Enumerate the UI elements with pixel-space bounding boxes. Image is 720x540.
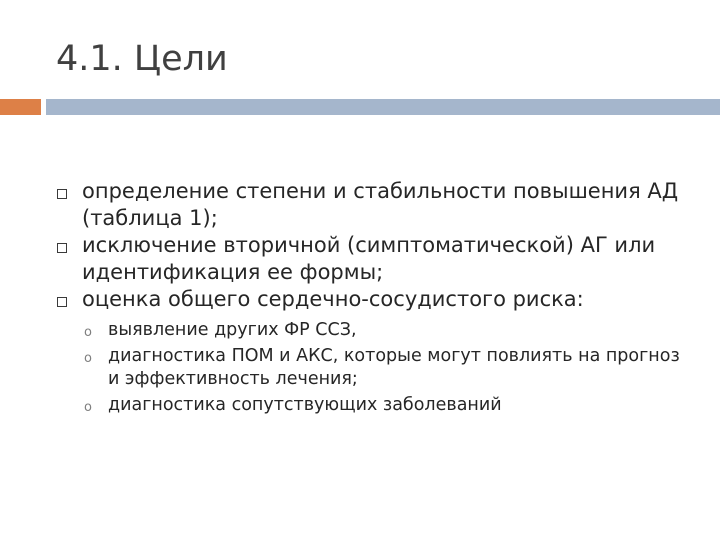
circle-bullet-icon: o [84, 400, 92, 415]
slide-body [56, 178, 696, 420]
sub-bullet-text: диагностика сопутствующих заболеваний [108, 395, 502, 415]
header-rule [0, 99, 720, 115]
bullet-text: оценка общего сердечно-сосудистого риска: [82, 287, 584, 311]
bullet-item [56, 286, 696, 313]
bullet-item [56, 178, 696, 232]
slide-title: 4.1. Цели [56, 39, 228, 79]
square-bullet-icon [57, 243, 67, 253]
sub-bullet-item [84, 319, 696, 342]
circle-bullet-icon: o [84, 351, 92, 366]
sub-bullet-text: диагностика ПОМ и АКС, которые могут повлиять на прогноз и эффективность лечения; [108, 346, 680, 389]
bullet-text: определение степени и стабильности повышения АД (таблица 1); [82, 179, 679, 230]
sub-bullet-text: выявление других ФР ССЗ, [108, 320, 357, 340]
sub-bullet-item [84, 394, 696, 417]
header-rule-bar [46, 99, 720, 115]
header-rule-accent [0, 99, 41, 115]
square-bullet-icon [57, 297, 67, 307]
sub-bullet-list [56, 319, 696, 417]
bullet-text: исключение вторичной (симптоматической) АГ или идентификация ее формы; [82, 233, 656, 284]
square-bullet-icon [57, 189, 67, 199]
circle-bullet-icon: o [84, 325, 92, 340]
sub-bullet-item [84, 345, 696, 391]
bullet-item [56, 232, 696, 286]
